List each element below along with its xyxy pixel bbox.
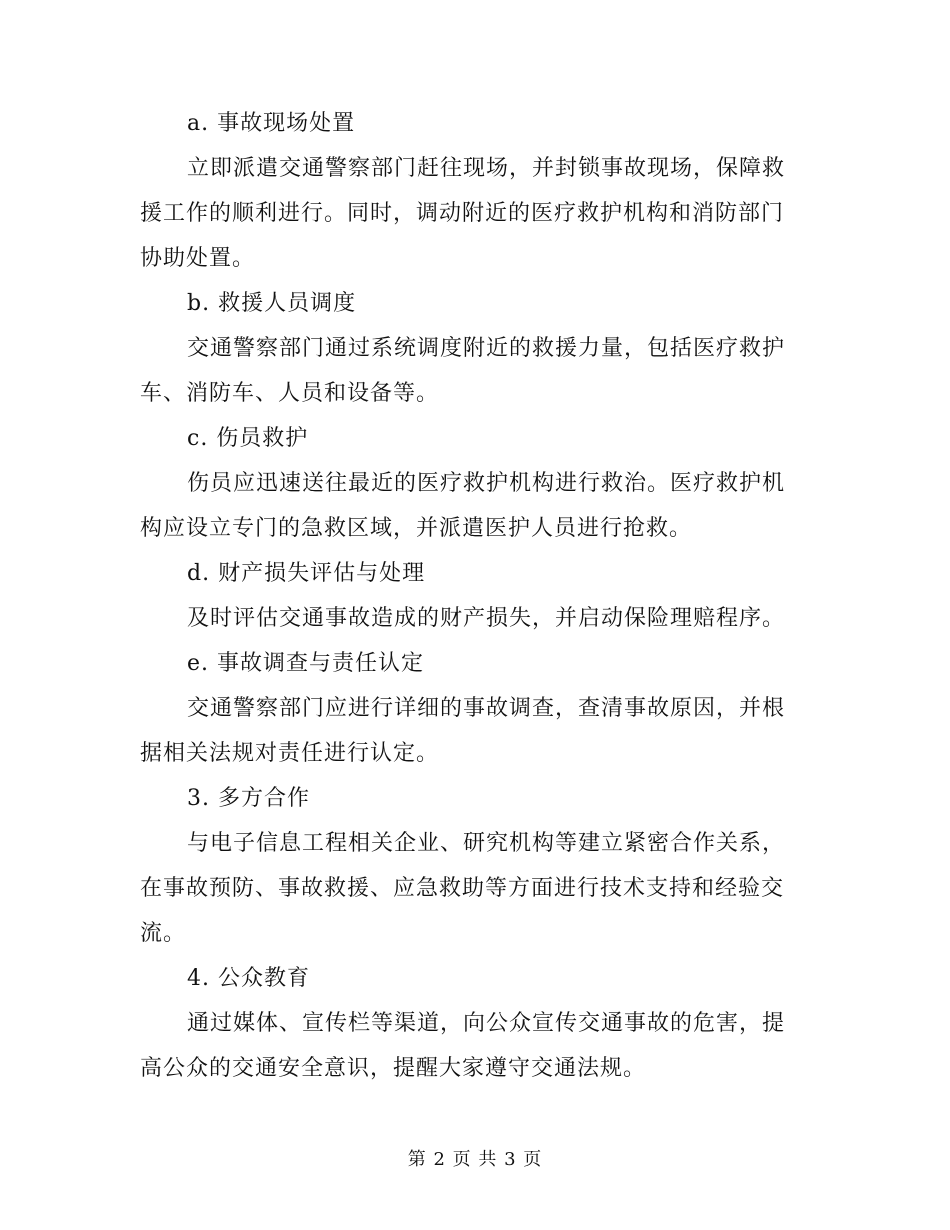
subheading-b: b. 救援人员调度 [187,291,357,316]
paragraph-line: 高公众的交通安全意识，提醒大家遵守交通法规。 [140,1056,647,1081]
subheading-c: c. 伤员救护 [187,426,309,451]
paragraph-line: 通过媒体、宣传栏等渠道，向公众宣传交通事故的危害，提 [187,1011,786,1036]
paragraph-line: 据相关法规对责任进行认定。 [140,741,440,766]
paragraph-line: 协助处置。 [140,246,256,271]
paragraph-line: 交通警察部门应进行详细的事故调查，查清事故原因，并根 [187,696,786,721]
paragraph-line: 立即派遣交通警察部门赶往现场，并封锁事故现场，保障救 [187,156,786,181]
subheading-d: d. 财产损失评估与处理 [187,561,426,586]
paragraph-line: 交通警察部门通过系统调度附近的救援力量，包括医疗救护 [187,336,786,361]
page-body [140,104,800,1094]
subheading-a: a. 事故现场处置 [187,111,356,136]
paragraph-line: 与电子信息工程相关企业、研究机构等建立紧密合作关系， [187,831,786,856]
paragraph-line: 构应设立专门的急救区域，并派遣医护人员进行抢救。 [140,516,693,541]
paragraph-line: 流。 [140,921,187,946]
paragraph-line: 在事故预防、事故救援、应急救助等方面进行技术支持和经验交 [140,876,785,901]
section-heading-3: 3. 多方合作 [187,786,310,811]
subheading-e: e. 事故调查与责任认定 [187,651,425,676]
page-number-footer: 第 2 页 共 3 页 [407,1149,543,1170]
paragraph-line: 伤员应迅速送往最近的医疗救护机构进行救治。医疗救护机 [187,471,786,496]
section-heading-4: 4. 公众教育 [187,966,310,991]
paragraph-line: 援工作的顺利进行。同时，调动附近的医疗救护机构和消防部门 [140,201,785,226]
paragraph-line: 及时评估交通事故造成的财产损失，并启动保险理赔程序。 [187,606,786,631]
paragraph-line: 车、消防车、人员和设备等。 [140,381,440,406]
